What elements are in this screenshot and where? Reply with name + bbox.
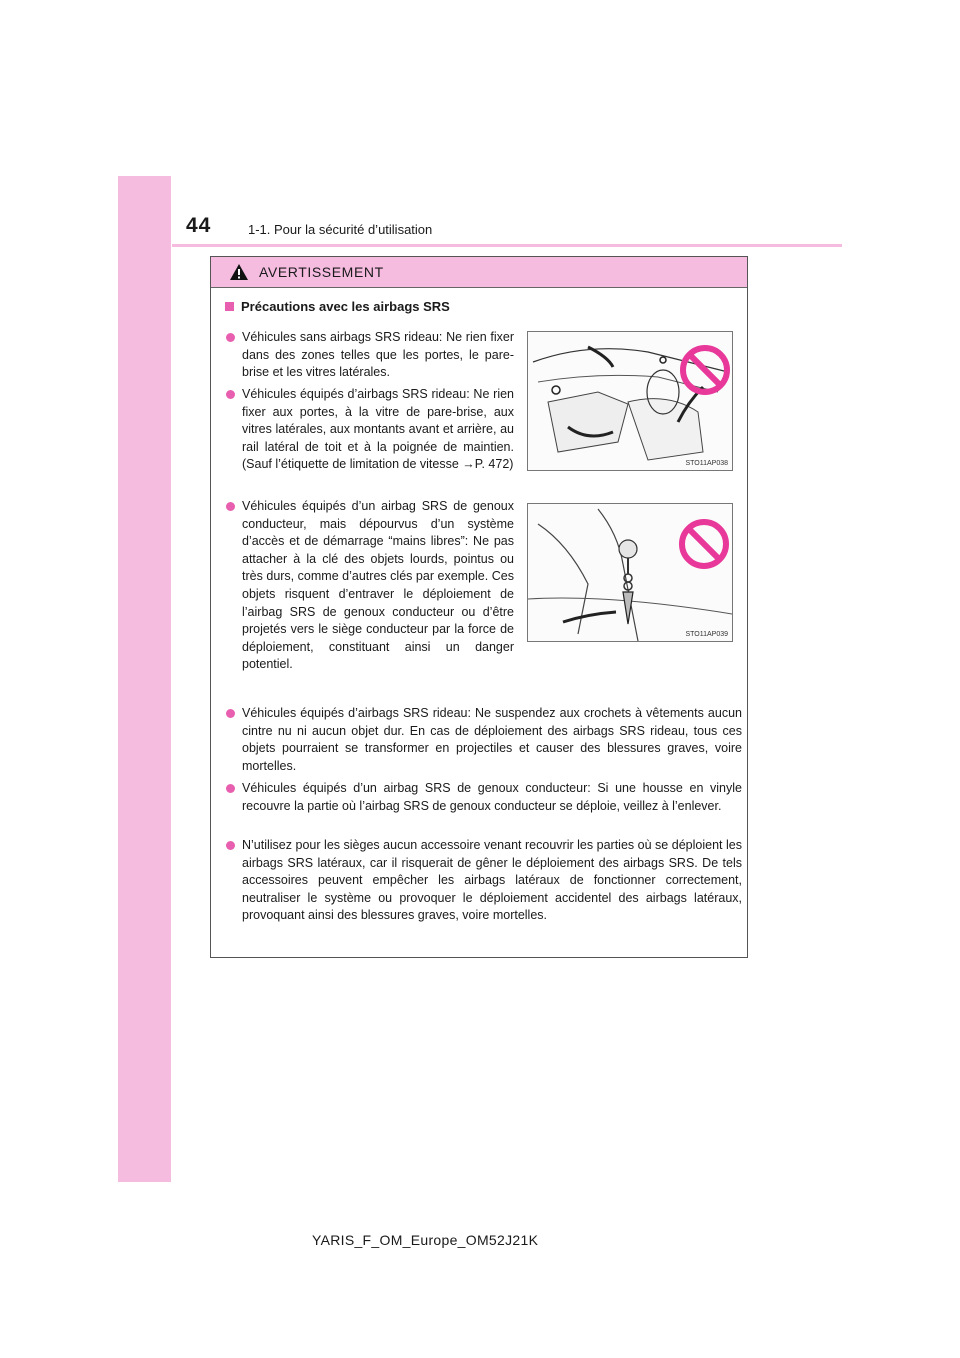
list-item-text: Véhicules équipés d’airbags SRS rideau: Ne suspendez aux crochets à vêtements aucun cintre nu ni aucun objet dur. En cas de déploiement des airbags SRS rideau, tous ces objets pourraient se transformer en projectiles et causer des blessures graves, voire mortelles. [242,706,742,773]
bullet-dot-icon [226,709,235,718]
section-title: 1-1. Pour la sécurité d’utilisation [248,222,433,237]
illustration-code: STO11AP039 [685,631,728,638]
list-item [242,780,742,815]
bullet-dot-icon [226,784,235,793]
document-footer: YARIS_F_OM_Europe_OM52J21K [312,1232,539,1248]
list-item-text: N’utilisez pour les sièges aucun accessoire venant recouvrir les parties où se déploient les airbags SRS latéraux, car il risquerait de gêner le déploiement des airbags SRS. De tels accessoires peuvent empêcher les airbags latéraux de fonctionner correctement, neutraliser le système ou provoquer le déploiement accidentel des airbags latéraux, provoquant ainsi des blessures graves, voire mortelles. [242,838,742,923]
list-item [242,386,514,474]
list-item-text: Véhicules sans airbags SRS rideau: Ne rien fixer dans des zones telles que les portes, le pare-brise et les vitres latérales. [242,330,514,380]
list-item [242,837,742,925]
list-item-text: Véhicules équipés d’un airbag SRS de genoux conducteur, mais dépourvus d’un système d’accès et de démarrage “mains libres”: Ne pas attacher à la clé des objets lourds, pointus ou très durs, comme d’autres clés par exemple. Ces objets risquent d’entraver le déploiement de l’airbag SRS de genoux conducteur ou d’être projetés vers le siège conducteur par la force de déploiement, constituant ainsi un danger potentiel. [242,499,514,672]
list-item [242,329,514,382]
warning-header [211,257,747,288]
bullet-dot-icon [226,502,235,511]
illustration-interior-cabin [527,331,733,471]
square-bullet-icon [225,302,234,311]
illustration-code: STO11AP038 [685,460,728,467]
list-item [242,498,514,674]
bullet-dot-icon [226,333,235,342]
list-item [242,705,742,775]
side-tab-strip [118,176,171,1182]
header-rule [172,244,842,247]
warning-title: AVERTISSEMENT [259,264,384,280]
bullet-dot-icon [226,390,235,399]
warning-triangle-icon [229,263,249,281]
bullet-dot-icon [226,841,235,850]
list-item-text: Véhicules équipés d’un airbag SRS de genoux conducteur: Si une housse en vinyle recouvre la partie où l’airbag SRS de genoux conducteur se déploie, veillez à l’enlever. [242,781,742,813]
illustration-key-ignition [527,503,733,642]
key-drawing [528,504,732,641]
list-item-text: Véhicules équipés d’airbags SRS rideau: Ne rien fixer aux portes, à la vitre de pare-brise, aux vitres latérales, aux montants avant et arrière, au rail latéral de toit et à la poignée de maintien. (Sauf l’étiquette de limitation de vitesse →P. 472) [242,387,514,472]
page-number: 44 [186,214,212,237]
cabin-drawing [528,332,732,470]
warning-box [210,256,748,958]
prohibited-icon [682,522,726,566]
warning-heading-text: Précautions avec les airbags SRS [241,299,450,314]
warning-heading [225,299,450,314]
